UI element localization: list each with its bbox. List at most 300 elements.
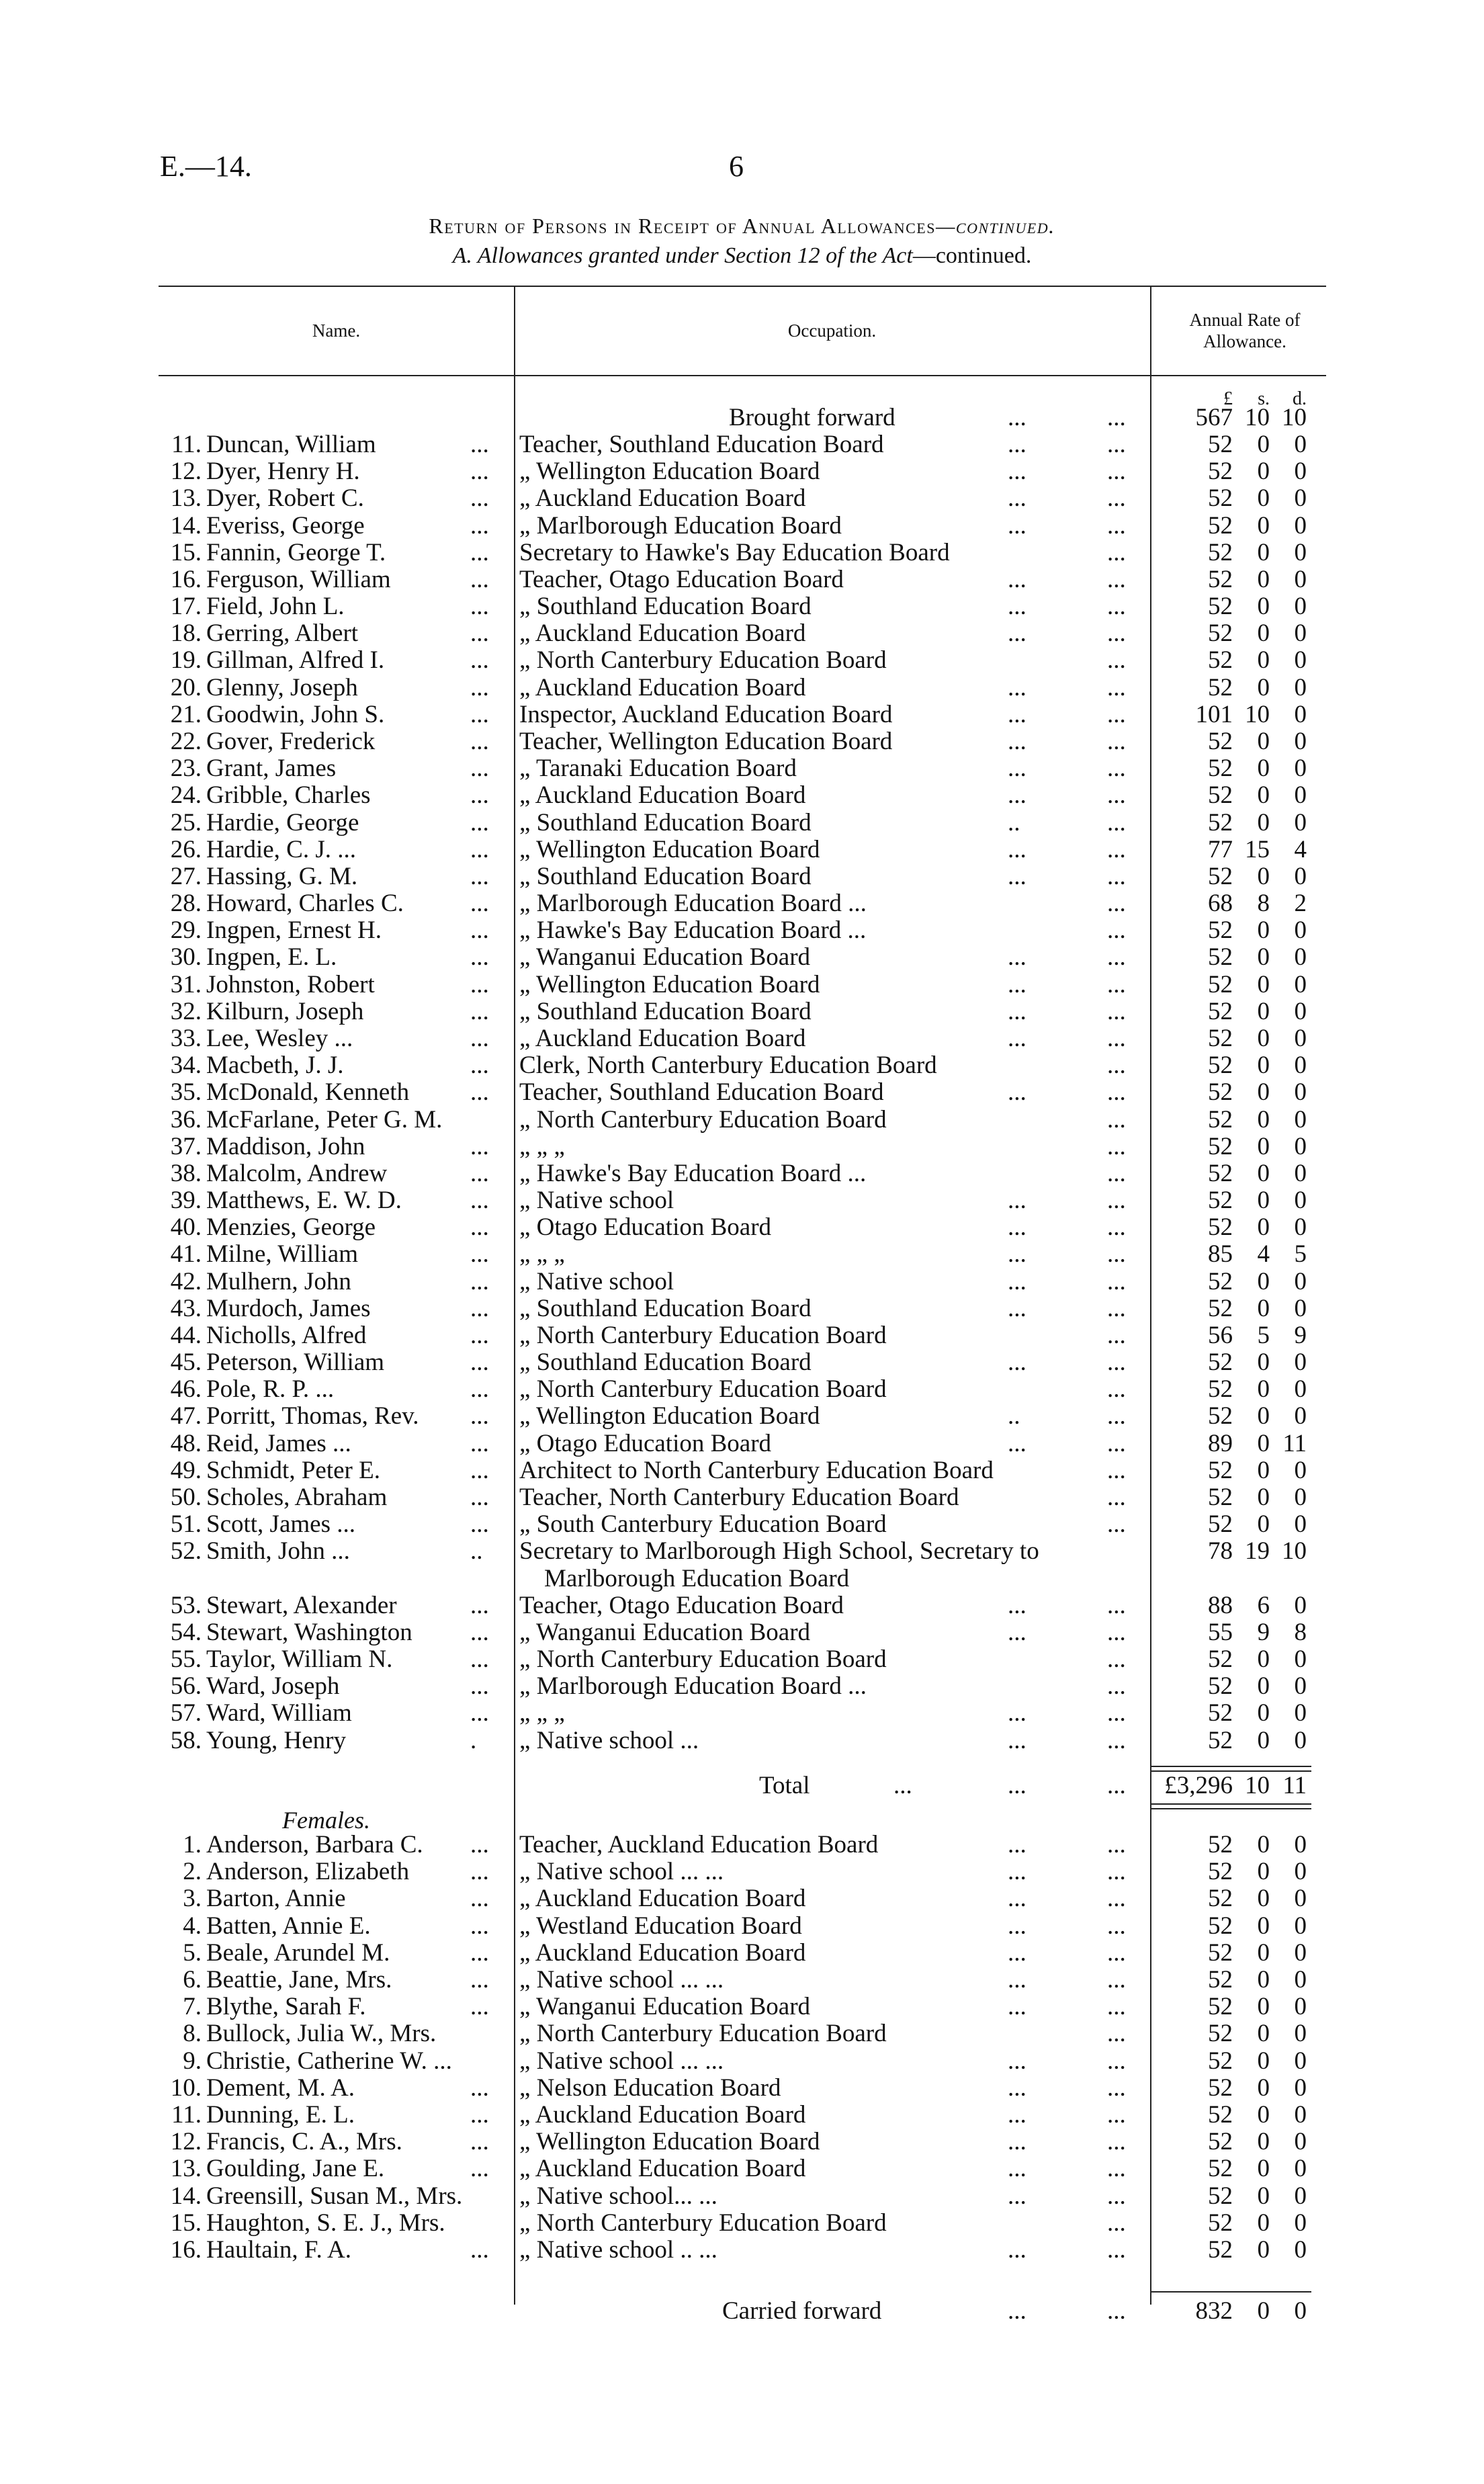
occupation-leader-dots: ...: [1008, 862, 1027, 890]
occupation: „ Otago Education Board: [519, 1213, 772, 1242]
amount-shillings: 0: [1257, 565, 1270, 593]
occupation-leader-dots: ...: [1107, 1078, 1126, 1107]
amount-pounds: 52: [1208, 1912, 1233, 1940]
occupation-leader-dots: ...: [1008, 2155, 1027, 2183]
amount-shillings: 0: [1257, 646, 1270, 675]
row-number: 2.: [183, 1858, 202, 1886]
table-row: [0, 1322, 1484, 1349]
amount-pounds: 77: [1208, 835, 1233, 863]
row-number: 53.: [170, 1591, 202, 1619]
occupation-leader-dots: ...: [1008, 2073, 1027, 2102]
row-number: 46.: [170, 1375, 202, 1404]
amount-pence: 0: [1294, 484, 1307, 513]
occupation: „ North Canterbury Education Board: [519, 2020, 887, 2048]
row-number: 26.: [170, 835, 202, 863]
occupation: „ Auckland Education Board: [519, 781, 806, 810]
occupation: „ Taranaki Education Board: [519, 755, 797, 783]
occupation: „ Wellington Education Board: [519, 2128, 820, 2156]
recipient-name: Peterson, William: [206, 1348, 385, 1377]
occupation: „ North Canterbury Education Board: [519, 646, 887, 675]
recipient-name: Schmidt, Peter E.: [206, 1456, 380, 1484]
occupation-leader-dots: ...: [1008, 431, 1027, 458]
total-pence: 11: [1282, 1772, 1307, 1799]
amount-pounds: 52: [1208, 538, 1233, 566]
occupation: „ Native school .. ...: [519, 2236, 717, 2264]
amount-pounds: 52: [1208, 1132, 1233, 1160]
amount-pounds: 52: [1208, 1402, 1233, 1430]
recipient-name: Ward, William: [206, 1699, 352, 1727]
occupation: „ Auckland Education Board: [519, 673, 806, 701]
row-number: 10.: [170, 2073, 202, 2102]
row-number: 47.: [170, 1402, 202, 1430]
table-row: [0, 485, 1484, 512]
table-row: [0, 2048, 1484, 2075]
occupation: „ South Canterbury Education Board: [519, 1510, 887, 1539]
name-leader-dots: ...: [470, 1267, 489, 1295]
unit-shillings: s.: [1258, 388, 1270, 409]
amount-pounds: 52: [1208, 1938, 1233, 1967]
occupation: „ Marlborough Education Board: [519, 511, 842, 540]
occupation-leader-dots: ...: [1107, 781, 1126, 810]
name-leader-dots: ...: [470, 2155, 489, 2183]
amount-pence: 0: [1294, 1726, 1307, 1754]
amount-pence: 0: [1294, 1484, 1307, 1512]
occupation: „ Westland Education Board: [519, 1912, 802, 1940]
females-heading: Females.: [282, 1807, 370, 1834]
row-number: 57.: [170, 1699, 202, 1727]
occupation: Architect to North Canterbury Education Board: [519, 1456, 994, 1484]
table-row: [0, 2129, 1484, 2155]
recipient-name: Bullock, Julia W., Mrs.: [206, 2020, 437, 2048]
total-row: [0, 1772, 1484, 1799]
amount-pence: 0: [1294, 1672, 1307, 1701]
row-number: 58.: [170, 1726, 202, 1754]
name-leader-dots: ...: [470, 1645, 489, 1674]
row-number: 14.: [170, 2182, 202, 2210]
name-leader-dots: ...: [470, 1456, 489, 1484]
table-row: [0, 2210, 1484, 2237]
amount-pounds: 85: [1208, 1240, 1233, 1269]
recipient-name: Dyer, Henry H.: [206, 458, 360, 486]
amount-pounds: 55: [1208, 1618, 1233, 1646]
carried-forward-pence: 0: [1294, 2297, 1307, 2325]
amount-shillings: 0: [1257, 1052, 1270, 1080]
title-continued: —continued.: [935, 214, 1055, 238]
name-leader-dots: ...: [470, 1885, 489, 1913]
row-number: 3.: [183, 1885, 202, 1913]
occupation-leader-dots: ...: [1107, 1993, 1126, 2021]
amount-pence: 0: [1294, 619, 1307, 648]
table-row: [0, 1913, 1484, 1940]
table-row: [0, 2020, 1484, 2047]
occupation: „ Nelson Education Board: [519, 2073, 781, 2102]
occupation: „ North Canterbury Education Board: [519, 1105, 887, 1133]
table-row: [0, 2183, 1484, 2210]
recipient-name: Fannin, George T.: [206, 538, 386, 566]
amount-shillings: 0: [1257, 2047, 1270, 2075]
occupation-leader-dots: ...: [1107, 808, 1126, 837]
occupation-leader-dots: ...: [1107, 1402, 1126, 1430]
table-row: [0, 2075, 1484, 2102]
recipient-name: Field, John L.: [206, 593, 345, 621]
recipient-name: Gillman, Alfred I.: [206, 646, 385, 675]
occupation-leader-dots: ...: [1107, 565, 1126, 593]
occupation: „ Southland Education Board: [519, 1348, 812, 1377]
occupation-leader-dots: ...: [1107, 2101, 1126, 2129]
amount-pounds: 52: [1208, 1213, 1233, 1242]
table-row: [0, 1484, 1484, 1511]
amount-pounds: 567: [1195, 404, 1233, 431]
amount-shillings: 5: [1257, 1321, 1270, 1349]
amount-shillings: 0: [1257, 1510, 1270, 1539]
table-row: [0, 810, 1484, 837]
amount-pounds: 52: [1208, 1375, 1233, 1404]
occupation: Inspector, Auckland Education Board: [519, 700, 893, 728]
occupation-leader-dots: ...: [1107, 835, 1126, 863]
amount-pounds: 52: [1208, 1348, 1233, 1377]
amount-shillings: 10: [1245, 700, 1270, 728]
amount-pounds: 52: [1208, 1024, 1233, 1052]
unit-pence: d.: [1293, 388, 1307, 409]
row-number: 20.: [170, 673, 202, 701]
recipient-name: Ingpen, Ernest H.: [206, 916, 382, 945]
occupation-leader-dots: ...: [1107, 646, 1126, 675]
occupation-leader-dots: ...: [1107, 1912, 1126, 1940]
amount-pounds: 52: [1208, 755, 1233, 783]
recipient-name: Johnston, Robert: [206, 970, 375, 998]
amount-pence: 10: [1282, 1537, 1307, 1566]
amount-pounds: 52: [1208, 1484, 1233, 1512]
row-number: 23.: [170, 755, 202, 783]
table-row: [0, 513, 1484, 540]
amount-pence: 0: [1294, 1294, 1307, 1322]
occupation-leader-dots: ...: [1008, 1885, 1027, 1913]
amount-pounds: 52: [1208, 431, 1233, 458]
amount-pounds: 52: [1208, 1645, 1233, 1674]
table-row: [0, 620, 1484, 647]
table-row: [0, 701, 1484, 728]
occupation: „ Auckland Education Board: [519, 2155, 806, 2183]
table-row: [0, 1107, 1484, 1133]
name-leader-dots: ...: [470, 1321, 489, 1349]
amount-pence: 0: [1294, 916, 1307, 945]
recipient-name: Francis, C. A., Mrs.: [206, 2128, 402, 2156]
occupation: „ North Canterbury Education Board: [519, 2209, 887, 2237]
name-leader-dots: ...: [470, 1375, 489, 1404]
title-main: Return of Persons in Receipt of Annual Allowances: [429, 214, 936, 238]
amount-shillings: 0: [1257, 2101, 1270, 2129]
occupation-leader-dots: ...: [1107, 511, 1126, 540]
occupation-leader-dots: ...: [1008, 1240, 1027, 1269]
amount-pounds: 52: [1208, 2209, 1233, 2237]
total-pounds: £3,296: [1164, 1772, 1233, 1799]
occupation: „ „ „: [519, 1132, 565, 1160]
occupation: „ Native school: [519, 1187, 674, 1215]
amount-pounds: 52: [1208, 997, 1233, 1025]
name-leader-dots: .: [470, 1726, 477, 1754]
occupation-leader-dots: ...: [1107, 673, 1126, 701]
table-row: [0, 1160, 1484, 1187]
occupation-leader-dots: ...: [1107, 943, 1126, 972]
occupation: Clerk, North Canterbury Education Board: [519, 1052, 937, 1080]
amount-pence: 0: [1294, 1078, 1307, 1107]
table-row: [0, 1349, 1484, 1376]
occupation-leader-dots: ...: [1107, 862, 1126, 890]
amount-pence: 0: [1294, 646, 1307, 675]
subtitle-continued: —continued.: [912, 243, 1032, 268]
occupation-leader-dots: ...: [1107, 2047, 1126, 2075]
occupation-leader-dots: ...: [1107, 1267, 1126, 1295]
recipient-name: Grant, James: [206, 755, 337, 783]
recipient-name: Pole, R. P. ...: [206, 1375, 335, 1404]
occupation-leader-dots: ...: [1107, 538, 1126, 566]
amount-pence: 0: [1294, 1966, 1307, 1994]
name-leader-dots: ...: [470, 1618, 489, 1646]
amount-pence: 0: [1294, 1456, 1307, 1484]
name-leader-dots: ...: [470, 727, 489, 755]
occupation: „ „ „: [519, 1699, 565, 1727]
amount-pence: 0: [1294, 2128, 1307, 2156]
document-title: [0, 214, 1484, 239]
row-number: 18.: [170, 619, 202, 648]
occupation-leader-dots: ...: [1107, 1024, 1126, 1052]
recipient-name: Reid, James ...: [206, 1429, 351, 1457]
page-number: 6: [729, 150, 744, 183]
occupation-leader-dots: ...: [1107, 1966, 1126, 1994]
amount-shillings: 6: [1257, 1591, 1270, 1619]
amount-pounds: 101: [1195, 700, 1233, 728]
recipient-name: Taylor, William N.: [206, 1645, 393, 1674]
amount-shillings: 19: [1245, 1537, 1270, 1566]
table-row: [0, 431, 1484, 458]
occupation: „ North Canterbury Education Board: [519, 1375, 887, 1404]
total-rule-above: [1150, 1766, 1311, 1772]
name-leader-dots: ...: [470, 1132, 489, 1160]
occupation-leader-dots: ...: [1008, 1294, 1027, 1322]
recipient-name: Batten, Annie E.: [206, 1912, 371, 1940]
occupation: „ Wellington Education Board: [519, 970, 820, 998]
occupation: Teacher, Otago Education Board: [519, 565, 844, 593]
amount-pence: 0: [1294, 1591, 1307, 1619]
occupation: Teacher, Southland Education Board: [519, 1078, 884, 1107]
recipient-name: Barton, Annie: [206, 1885, 346, 1913]
brought-forward-row: [0, 404, 1484, 431]
occupation-leader-dots: ...: [1008, 700, 1027, 728]
table-row: [0, 917, 1484, 944]
occupation-leader-dots: ...: [1008, 1831, 1027, 1858]
amount-pounds: 52: [1208, 1885, 1233, 1913]
name-leader-dots: ...: [470, 2236, 489, 2264]
recipient-name: Anderson, Elizabeth: [206, 1858, 410, 1886]
table-row: [0, 1295, 1484, 1322]
table-row: [0, 1376, 1484, 1403]
occupation-leader-dots: ...: [1008, 2182, 1027, 2210]
table-row: [0, 1940, 1484, 1967]
amount-pence: 0: [1294, 781, 1307, 810]
amount-pounds: 52: [1208, 646, 1233, 675]
row-number: 22.: [170, 727, 202, 755]
row-number: 16.: [170, 2236, 202, 2264]
amount-pence: 0: [1294, 458, 1307, 486]
table-row: [0, 1885, 1484, 1912]
recipient-name: Young, Henry: [206, 1726, 346, 1754]
amount-shillings: 0: [1257, 997, 1270, 1025]
recipient-name: Everiss, George: [206, 511, 365, 540]
occupation: „ Auckland Education Board: [519, 619, 806, 648]
amount-pounds: 52: [1208, 1187, 1233, 1215]
table-row: [0, 458, 1484, 485]
amount-pounds: 52: [1208, 458, 1233, 486]
recipient-name: Macbeth, J. J.: [206, 1052, 344, 1080]
occupation-leader-dots: ...: [1008, 619, 1027, 648]
amount-shillings: 0: [1257, 1159, 1270, 1187]
amount-shillings: 0: [1257, 1912, 1270, 1940]
name-leader-dots: ...: [470, 1591, 489, 1619]
recipient-name: Nicholls, Alfred: [206, 1321, 367, 1349]
occupation: „ Southland Education Board: [519, 1294, 812, 1322]
row-number: 28.: [170, 890, 202, 918]
table-row: [0, 1727, 1484, 1754]
amount-pence: 0: [1294, 1645, 1307, 1674]
occupation-leader-dots: ...: [1107, 1618, 1126, 1646]
amount-shillings: 0: [1257, 2020, 1270, 2048]
column-header-occupation: Occupation.: [787, 320, 877, 341]
amount-shillings: 0: [1257, 808, 1270, 837]
name-leader-dots: ...: [470, 943, 489, 972]
occupation-leader-dots: ...: [1008, 458, 1027, 486]
amount-pounds: 52: [1208, 808, 1233, 837]
occupation: Teacher, Otago Education Board: [519, 1591, 844, 1619]
amount-pence: 0: [1294, 1993, 1307, 2021]
occupation-leader-dots: ...: [1107, 1159, 1126, 1187]
carried-forward-pounds: 832: [1195, 2297, 1233, 2325]
amount-pence: 5: [1294, 1240, 1307, 1269]
table-row: [0, 1538, 1484, 1565]
occupation: „ Native school ...: [519, 1726, 699, 1754]
amount-shillings: 0: [1257, 2236, 1270, 2264]
occupation: „ North Canterbury Education Board: [519, 1645, 887, 1674]
occupation-leader-dots: ...: [1107, 1672, 1126, 1701]
table-row: [0, 2102, 1484, 2129]
table-row: [0, 972, 1484, 998]
table-row: [0, 1269, 1484, 1295]
amount-shillings: 0: [1257, 755, 1270, 783]
occupation-leader-dots: ...: [1107, 1510, 1126, 1539]
document-subtitle: [0, 243, 1484, 269]
recipient-name: Glenny, Joseph: [206, 673, 358, 701]
recipient-name: Lee, Wesley ...: [206, 1024, 353, 1052]
name-leader-dots: ...: [470, 2073, 489, 2102]
recipient-name: McDonald, Kenneth: [206, 1078, 410, 1107]
amount-shillings: 0: [1257, 1294, 1270, 1322]
name-leader-dots: ...: [470, 1938, 489, 1967]
occupation: „ North Canterbury Education Board: [519, 1321, 887, 1349]
name-leader-dots: ...: [470, 1993, 489, 2021]
name-leader-dots: ...: [470, 484, 489, 513]
row-number: 6.: [183, 1966, 202, 1994]
occupation-leader-dots: ...: [1107, 1348, 1126, 1377]
amount-pence: 0: [1294, 1885, 1307, 1913]
occupation-leader-dots: ...: [1008, 835, 1027, 863]
unit-pounds: £: [1223, 388, 1233, 409]
occupation-leader-dots: ...: [1008, 1591, 1027, 1619]
table-row: [0, 1592, 1484, 1619]
amount-pence: 0: [1294, 1105, 1307, 1133]
amount-pounds: 88: [1208, 1591, 1233, 1619]
occupation-leader-dots: ...: [1107, 2073, 1126, 2102]
row-number: 4.: [183, 1912, 202, 1940]
amount-shillings: 0: [1257, 538, 1270, 566]
amount-pounds: 78: [1208, 1537, 1233, 1566]
total-label: Total: [759, 1772, 810, 1799]
occupation-leader-dots: ..: [1008, 1402, 1020, 1430]
recipient-name: Hardie, George: [206, 808, 359, 837]
row-number: 1.: [183, 1831, 202, 1858]
recipient-name: Hardie, C. J. ...: [206, 835, 356, 863]
recipient-name: Menzies, George: [206, 1213, 376, 1242]
occupation-leader-dots: ...: [1107, 1375, 1126, 1404]
occupation-leader-dots: ...: [1008, 511, 1027, 540]
table-row: [0, 944, 1484, 971]
row-number: 13.: [170, 484, 202, 513]
row-number: 50.: [170, 1484, 202, 1512]
total-shillings: 10: [1245, 1772, 1270, 1799]
row-number: 27.: [170, 862, 202, 890]
amount-pence: 0: [1294, 2155, 1307, 2183]
recipient-name: McFarlane, Peter G. M.: [206, 1105, 443, 1133]
recipient-name: Ferguson, William: [206, 565, 391, 593]
amount-shillings: 0: [1257, 1885, 1270, 1913]
amount-shillings: 0: [1257, 1375, 1270, 1404]
amount-shillings: 0: [1257, 1213, 1270, 1242]
amount-pounds: 52: [1208, 593, 1233, 621]
occupation: Teacher, Auckland Education Board: [519, 1831, 879, 1858]
name-leader-dots: ...: [470, 431, 489, 458]
row-number: 55.: [170, 1645, 202, 1674]
amount-pence: 0: [1294, 700, 1307, 728]
occupation-leader-dots: ...: [1107, 1240, 1126, 1269]
amount-shillings: 0: [1257, 2182, 1270, 2210]
amount-pounds: 52: [1208, 781, 1233, 810]
occupation-leader-dots: ...: [1107, 1858, 1126, 1886]
occupation-leader-dots: ...: [1008, 997, 1027, 1025]
amount-pence: 0: [1294, 1402, 1307, 1430]
table-row: [0, 1079, 1484, 1106]
occupation-leader-dots: ...: [1008, 565, 1027, 593]
amount-shillings: 0: [1257, 781, 1270, 810]
occupation-leader-dots: ...: [1107, 890, 1126, 918]
carried-forward-row: [0, 2298, 1484, 2325]
row-number: 21.: [170, 700, 202, 728]
occupation: „ Wanganui Education Board: [519, 1993, 811, 2021]
table-row: [0, 890, 1484, 917]
row-number: 9.: [183, 2047, 202, 2075]
amount-pounds: 52: [1208, 1699, 1233, 1727]
row-dots: ...: [893, 1772, 912, 1799]
occupation-leader-dots: ...: [1107, 1105, 1126, 1133]
row-number: 7.: [183, 1993, 202, 2021]
occupation-leader-dots: ...: [1107, 619, 1126, 648]
amount-pence: 0: [1294, 511, 1307, 540]
occupation-leader-dots: ...: [1008, 2047, 1027, 2075]
occupation-leader-dots: ...: [1107, 2020, 1126, 2048]
table-row: [0, 1052, 1484, 1079]
carried-forward-rule: [1150, 2291, 1311, 2293]
row-number: 49.: [170, 1456, 202, 1484]
amount-shillings: 0: [1257, 1831, 1270, 1858]
table-row: [0, 1511, 1484, 1538]
recipient-name: Malcolm, Andrew: [206, 1159, 388, 1187]
